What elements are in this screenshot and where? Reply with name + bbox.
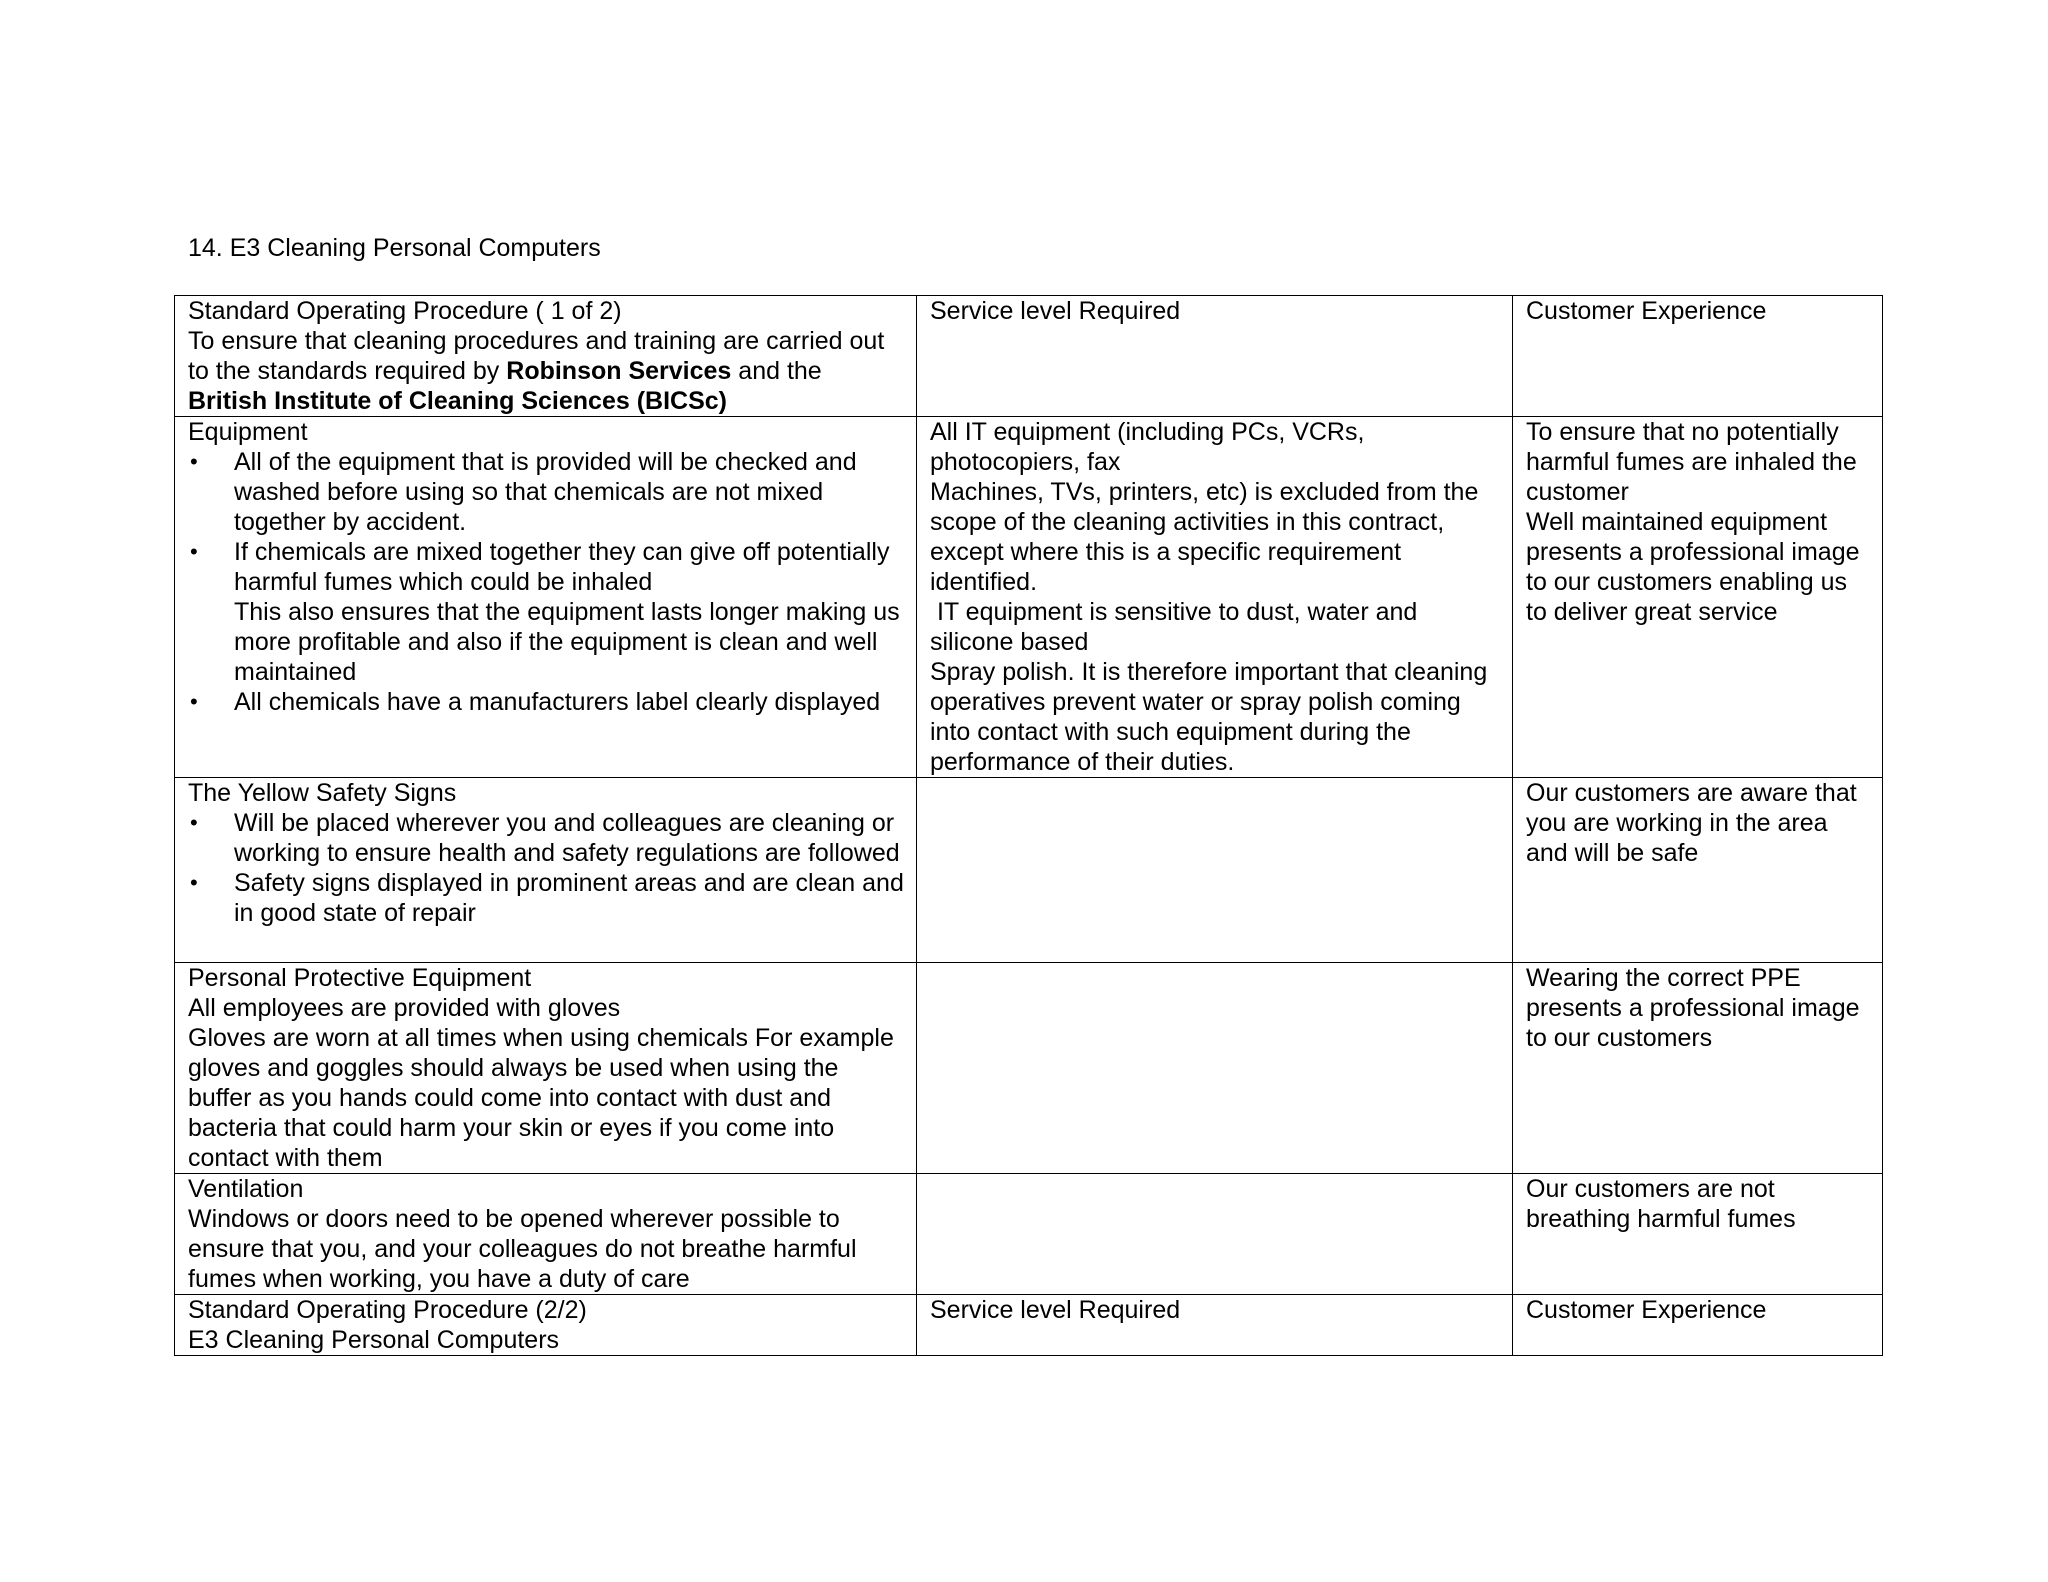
procedure-title: Standard Operating Procedure ( 1 of 2) bbox=[188, 297, 622, 325]
maintained-equipment-text: Well maintained equipment presents a professional image to our customers enabling us to deliver great service bbox=[1526, 508, 1860, 626]
service-level-cell-empty bbox=[917, 1174, 1513, 1295]
procedure-cell-2 bbox=[175, 1295, 917, 1356]
ventilation-title: Ventilation bbox=[188, 1175, 304, 1203]
list-item bbox=[188, 447, 906, 537]
service-level-cell-empty bbox=[917, 778, 1513, 963]
table-row-safety-signs bbox=[175, 778, 1883, 963]
fumes-text: To ensure that no potentially harmful fumes are inhaled the customer bbox=[1526, 418, 1857, 506]
customer-experience-cell: Our customers are aware that you are working in the area and will be safe bbox=[1513, 778, 1883, 963]
procedure-cell bbox=[175, 296, 917, 417]
safety-signs-list bbox=[188, 808, 906, 928]
customer-experience-header-2: Customer Experience bbox=[1513, 1295, 1883, 1356]
list-item-text: All of the equipment that is provided will be checked and washed before using so that chemicals are not mixed together by accident. bbox=[234, 448, 857, 536]
sop-table bbox=[174, 295, 1883, 1356]
customer-experience-cell bbox=[1513, 417, 1883, 778]
bullet-icon: • bbox=[190, 810, 198, 835]
safety-signs-title: The Yellow Safety Signs bbox=[188, 779, 457, 807]
procedure-title-2: Standard Operating Procedure (2/2) bbox=[188, 1296, 587, 1324]
it-equipment-text-1: All IT equipment (including PCs, VCRs, photocopiers, fax bbox=[930, 418, 1365, 476]
list-item-text: Will be placed wherever you and colleagues are cleaning or working to ensure health and safety regulations are followed bbox=[234, 809, 900, 867]
ppe-cell bbox=[175, 963, 917, 1174]
procedure-intro bbox=[188, 327, 884, 415]
equipment-list bbox=[188, 447, 906, 717]
procedure-subtitle-2: E3 Cleaning Personal Computers bbox=[188, 1326, 560, 1354]
page-heading: 14. E3 Cleaning Personal Computers bbox=[188, 234, 601, 262]
customer-experience-cell: Wearing the correct PPE presents a professional image to our customers bbox=[1513, 963, 1883, 1174]
list-item-text: All chemicals have a manufacturers label clearly displayed bbox=[234, 688, 881, 716]
equipment-title: Equipment bbox=[188, 418, 308, 446]
list-item-text: Safety signs displayed in prominent areas and are clean and in good state of repair bbox=[234, 869, 904, 927]
customer-experience-header: Customer Experience bbox=[1513, 296, 1883, 417]
it-equipment-text-4: Spray polish. It is therefore important that cleaning operatives prevent water or spray polish coming into contact with such equipment during the performance of their duties. bbox=[930, 658, 1488, 776]
service-level-cell bbox=[917, 417, 1513, 778]
service-level-header: Service level Required bbox=[917, 296, 1513, 417]
ppe-text-2: Gloves are worn at all times when using chemicals For example gloves and goggles should always be used when using the buffer as you hands could come into contact with dust and bacteria that could harm your skin or eyes if you come into contact with them bbox=[188, 1024, 894, 1172]
bullet-icon: • bbox=[190, 689, 198, 714]
table-row-header bbox=[175, 296, 1883, 417]
customer-experience-cell: Our customers are not breathing harmful fumes bbox=[1513, 1174, 1883, 1295]
table-row-equipment bbox=[175, 417, 1883, 778]
bullet-icon: • bbox=[190, 449, 198, 474]
list-item bbox=[188, 537, 906, 687]
company-name: Robinson Services bbox=[506, 357, 732, 385]
list-item-continuation: This also ensures that the equipment lasts longer making us more profitable and also if the equipment is clean and well maintained bbox=[234, 598, 900, 686]
ventilation-cell bbox=[175, 1174, 917, 1295]
list-item bbox=[188, 808, 906, 868]
safety-signs-cell bbox=[175, 778, 917, 963]
it-equipment-text-2: Machines, TVs, printers, etc) is excluded from the scope of the cleaning activities in this contract, except where this is a specific requirement identified. bbox=[930, 478, 1479, 596]
list-item bbox=[188, 868, 906, 928]
ppe-title: Personal Protective Equipment bbox=[188, 964, 532, 992]
service-level-header-2: Service level Required bbox=[917, 1295, 1513, 1356]
bullet-icon: • bbox=[190, 539, 198, 564]
it-equipment-text-3: IT equipment is sensitive to dust, water and silicone based bbox=[930, 598, 1425, 656]
ventilation-text: Windows or doors need to be opened wherever possible to ensure that you, and your colleagues do not breathe harmful fumes when working, you have a duty of care bbox=[188, 1205, 857, 1293]
table-row-ppe bbox=[175, 963, 1883, 1174]
intro-connector: and the bbox=[738, 357, 822, 385]
ppe-text-1: All employees are provided with gloves bbox=[188, 994, 621, 1022]
equipment-cell bbox=[175, 417, 917, 778]
list-item bbox=[188, 687, 906, 717]
intro-text: To ensure that cleaning procedures and training are carried out to the standards required by bbox=[188, 327, 885, 385]
institute-name: British Institute of Cleaning Sciences (BICSc) bbox=[188, 387, 727, 415]
table-row-footer bbox=[175, 1295, 1883, 1356]
bullet-icon: • bbox=[190, 870, 198, 895]
list-item-text: If chemicals are mixed together they can give off potentially harmful fumes which could be inhaled bbox=[234, 538, 890, 596]
table-row-ventilation bbox=[175, 1174, 1883, 1295]
service-level-cell-empty bbox=[917, 963, 1513, 1174]
